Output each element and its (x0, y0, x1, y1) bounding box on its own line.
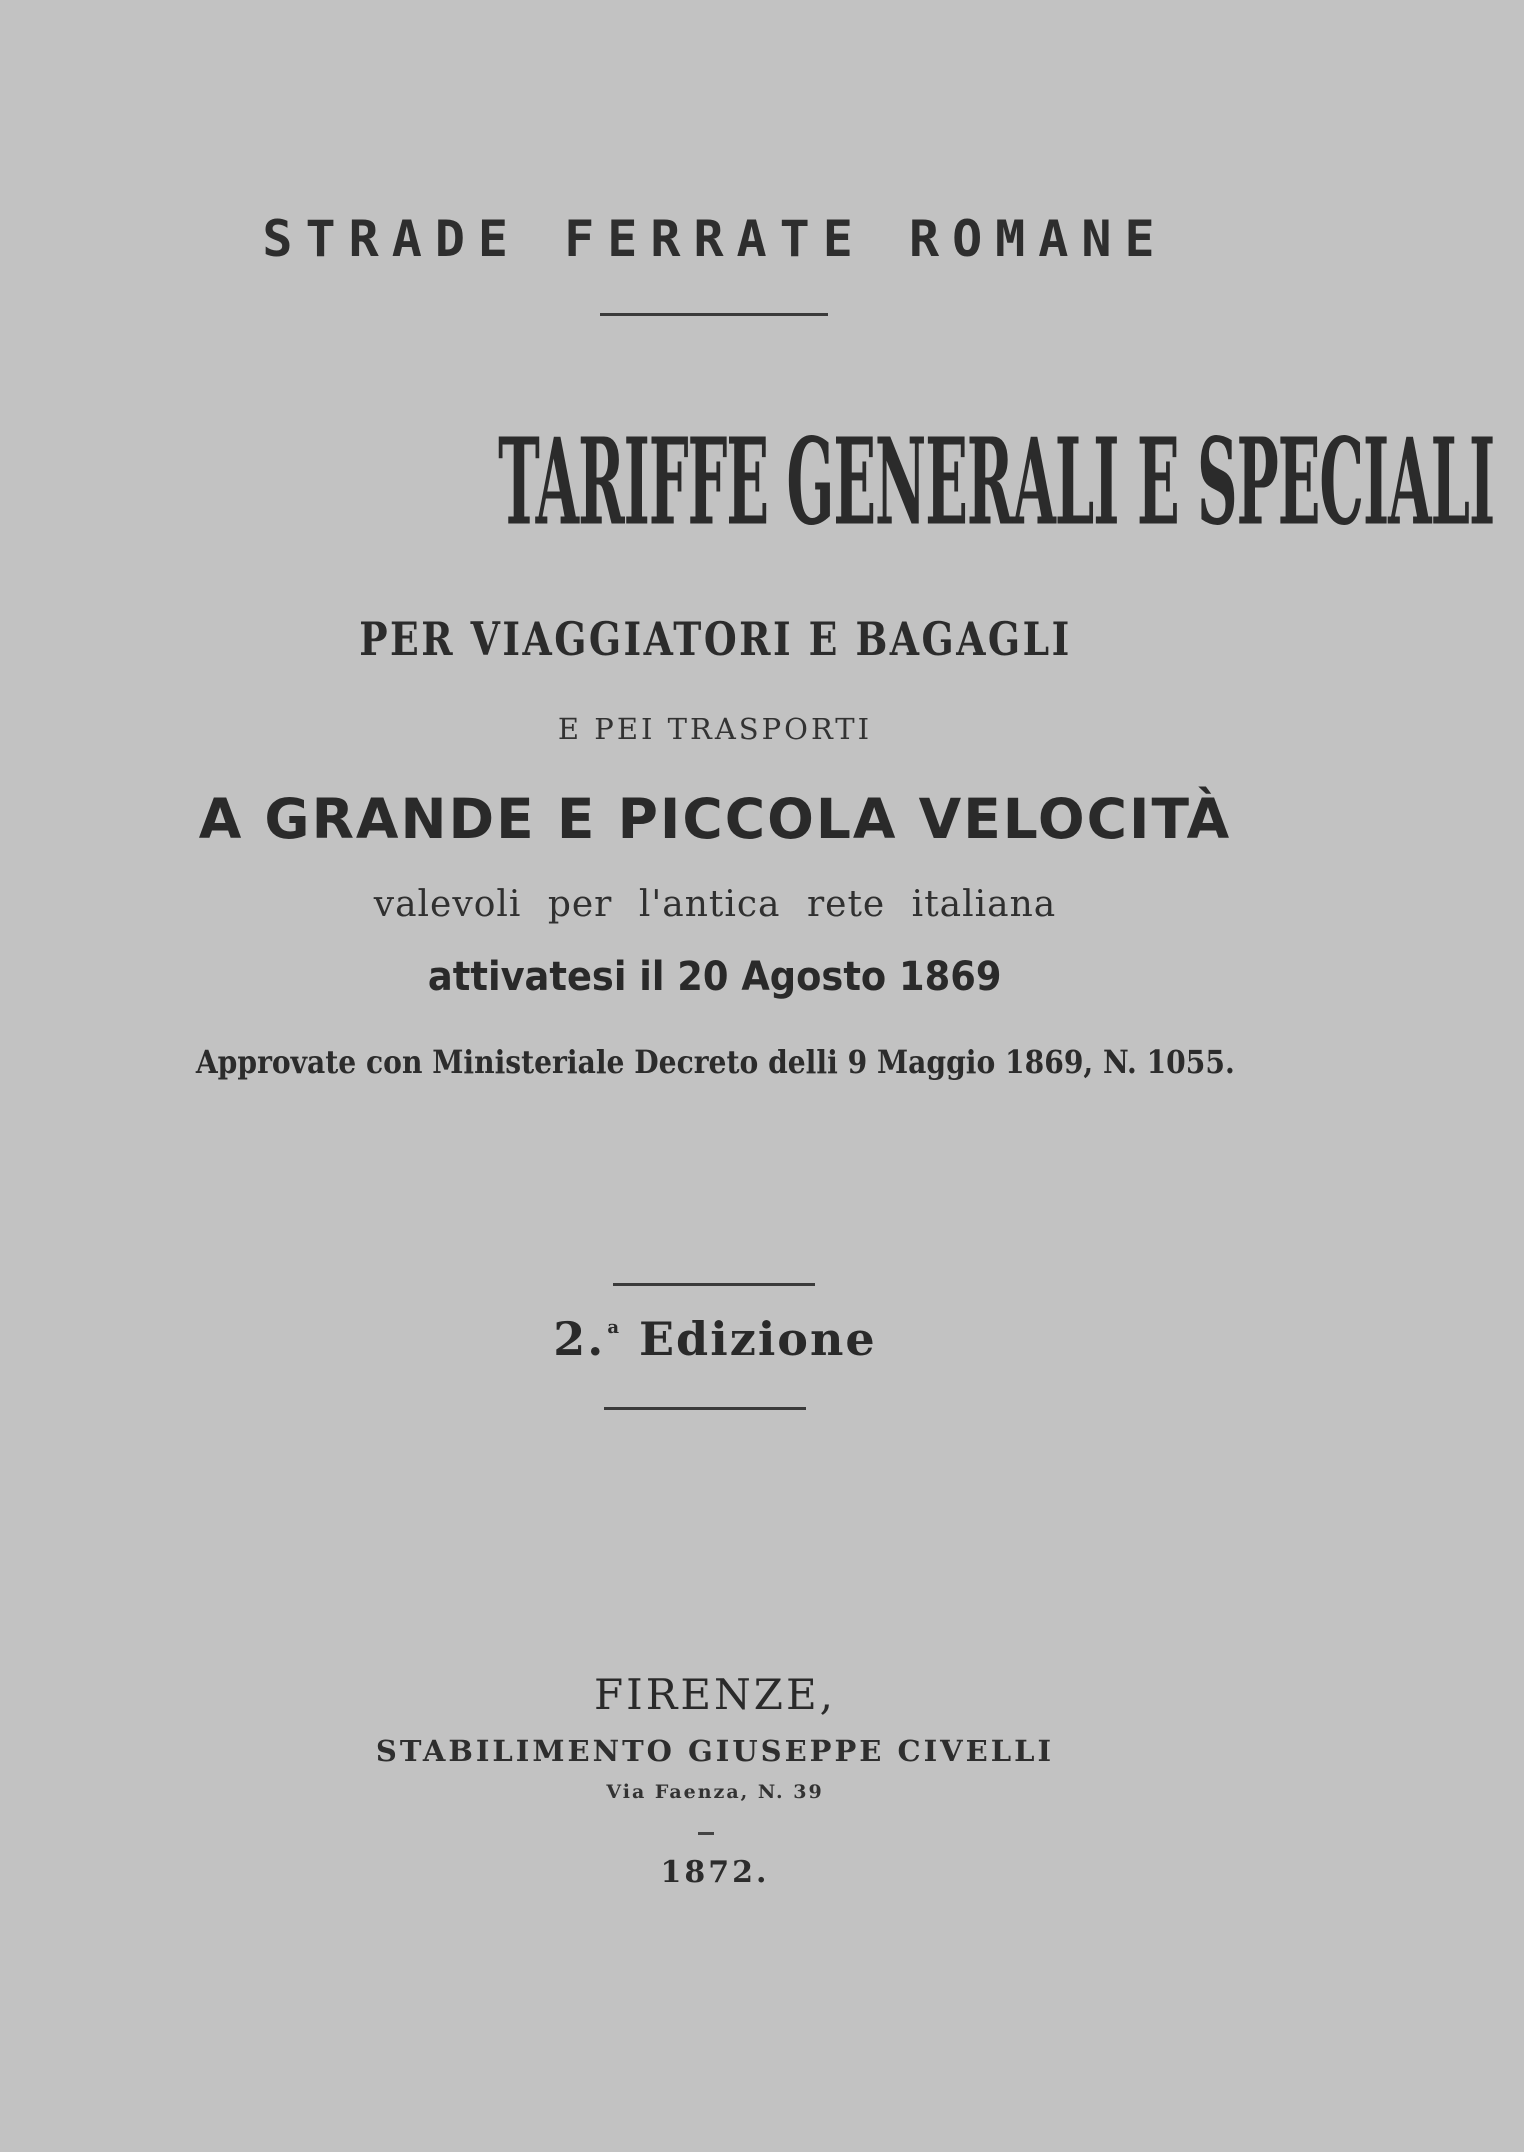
divider-rule-edition-bottom (604, 1407, 806, 1410)
approval-decree-text: Approvate con Ministeriale Decreto delli 9 Maggio 1869, N. 1055. (195, 1043, 1235, 1081)
edition-label (0, 1312, 1430, 1366)
approval-decree-line (0, 1043, 1430, 1081)
imprint-address: Via Faenza, N. 39 (606, 1781, 824, 1803)
connector-line: E PEI TRASPORTI (557, 712, 873, 746)
edition-word: Edizione (639, 1312, 877, 1366)
imprint-printer: STABILIMENTO GIUSEPPE CIVELLI (375, 1734, 1055, 1768)
subtitle-text: PER VIAGGIATORI E BAGAGLI (358, 612, 1072, 666)
divider-rule-edition-top (613, 1283, 815, 1286)
main-title (0, 398, 1495, 568)
divider-rule-top (600, 313, 828, 316)
validity-line: valevoli per l'antica rete italiana (373, 884, 1057, 925)
railway-company-name: STRADE FERRATE ROMANE (262, 210, 1168, 268)
subtitle (0, 612, 1430, 666)
imprint-dash (698, 1832, 714, 1835)
edition-superscript: a (607, 1317, 621, 1338)
activation-date-line (0, 954, 1430, 1000)
speed-heading: A GRANDE E PICCOLA VELOCITÀ (198, 787, 1232, 851)
activation-date-text: attivatesi il 20 Agosto 1869 (428, 954, 1002, 1000)
edition-number: 2. (553, 1312, 606, 1366)
main-title-text: TARIFFE GENERALI E SPECIALI (498, 413, 1495, 552)
imprint-city: FIRENZE, (594, 1670, 836, 1719)
imprint-year: 1872. (660, 1855, 770, 1890)
